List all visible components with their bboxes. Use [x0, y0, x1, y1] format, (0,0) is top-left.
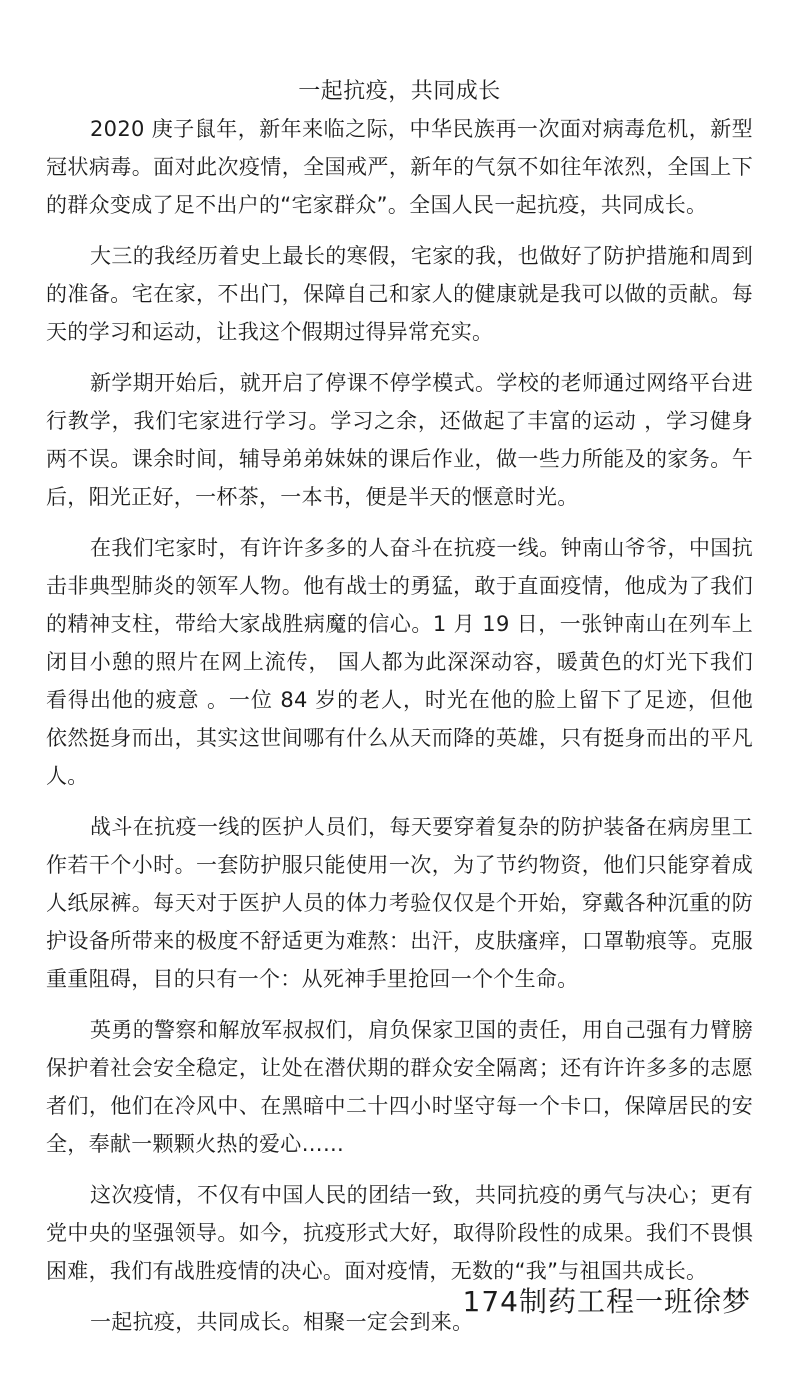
paragraph-4: 在我们宅家时，有许许多多的人奋斗在抗疫一线。钟南山爷爷，中国抗击非典型肺炎的领军人物。他有战士的勇猛，敢于直面疫情，他成为了我们的精神支柱，带给大家战胜病魔的信心。1 月 19 日，一张钟南山在列车上闭目小憩的照片在网上流传， 国人都为此深深动容，暖黄色的灯光下我们看得出他的疲意 。一位 84 岁的老人，时光在他的脸上留下了足迹，但他依然挺身而出，其实这世间哪有什么从天而降的英雄，只有挺身而出的平凡人。: [46, 536, 753, 788]
paragraph-1: 2020 庚子鼠年，新年来临之际，中华民族再一次面对病毒危机，新型冠状病毒。面对此次疫情，全国戒严，新年的气氛不如往年浓烈，全国上下的群众变成了足不出户的“宅家群众”。全国人民一起抗疫，共同成长。: [46, 117, 753, 217]
paragraph-3: 新学期开始后，就开启了停课不停学模式。学校的老师通过网络平台进行教学，我们宅家进行学习。学习之余，还做起了丰富的运动 ，学习健身两不误。课余时间，辅导弟弟妹妹的课后作业，做一些力所能及的家务。午后，阳光正好，一杯茶，一本书，便是半天的惬意时光。: [46, 371, 753, 509]
paragraph-7: 这次疫情，不仅有中国人民的团结一致，共同抗疫的勇气与决心；更有党中央的坚强领导。如今，抗疫形式大好，取得阶段性的成果。我们不畏惧困难，我们有战胜疫情的决心。面对疫情，无数的“我”与祖国共成长。: [46, 1183, 753, 1283]
author-signature: 174制药工程一班徐梦: [462, 1285, 751, 1318]
paragraph-5: 战斗在抗疫一线的医护人员们，每天要穿着复杂的防护装备在病房里工作若干个小时。一套防护服只能使用一次，为了节约物资，他们只能穿着成人纸尿裤。每天对于医护人员的体力考验仅仅是个开始，穿戴各种沉重的防护设备所带来的极度不舒适更为难熬：出汗，皮肤瘙痒，口罩勒痕等。克服重重阻碍，目的只有一个：从死神手里抢回一个个生命。: [46, 815, 753, 991]
paragraph-6: 英勇的警察和解放军叔叔们，肩负保家卫国的责任，用自己强有力臂膀保护着社会安全稳定，让处在潜伏期的群众安全隔离；还有许许多多的志愿者们，他们在冷风中、在黑暗中二十四小时坚守每一个卡口，保障居民的安全，奉献一颗颗火热的爱心……: [46, 1018, 753, 1156]
paragraph-8: 一起抗疫，共同成长。相聚一定会到来。: [90, 1310, 474, 1334]
document-title: 一起抗疫，共同成长: [298, 79, 501, 104]
paragraph-2: 大三的我经历着史上最长的寒假，宅家的我，也做好了防护措施和周到的准备。宅在家，不出门，保障自己和家人的健康就是我可以做的贡献。每天的学习和运动，让我这个假期过得异常充实。: [46, 244, 753, 344]
